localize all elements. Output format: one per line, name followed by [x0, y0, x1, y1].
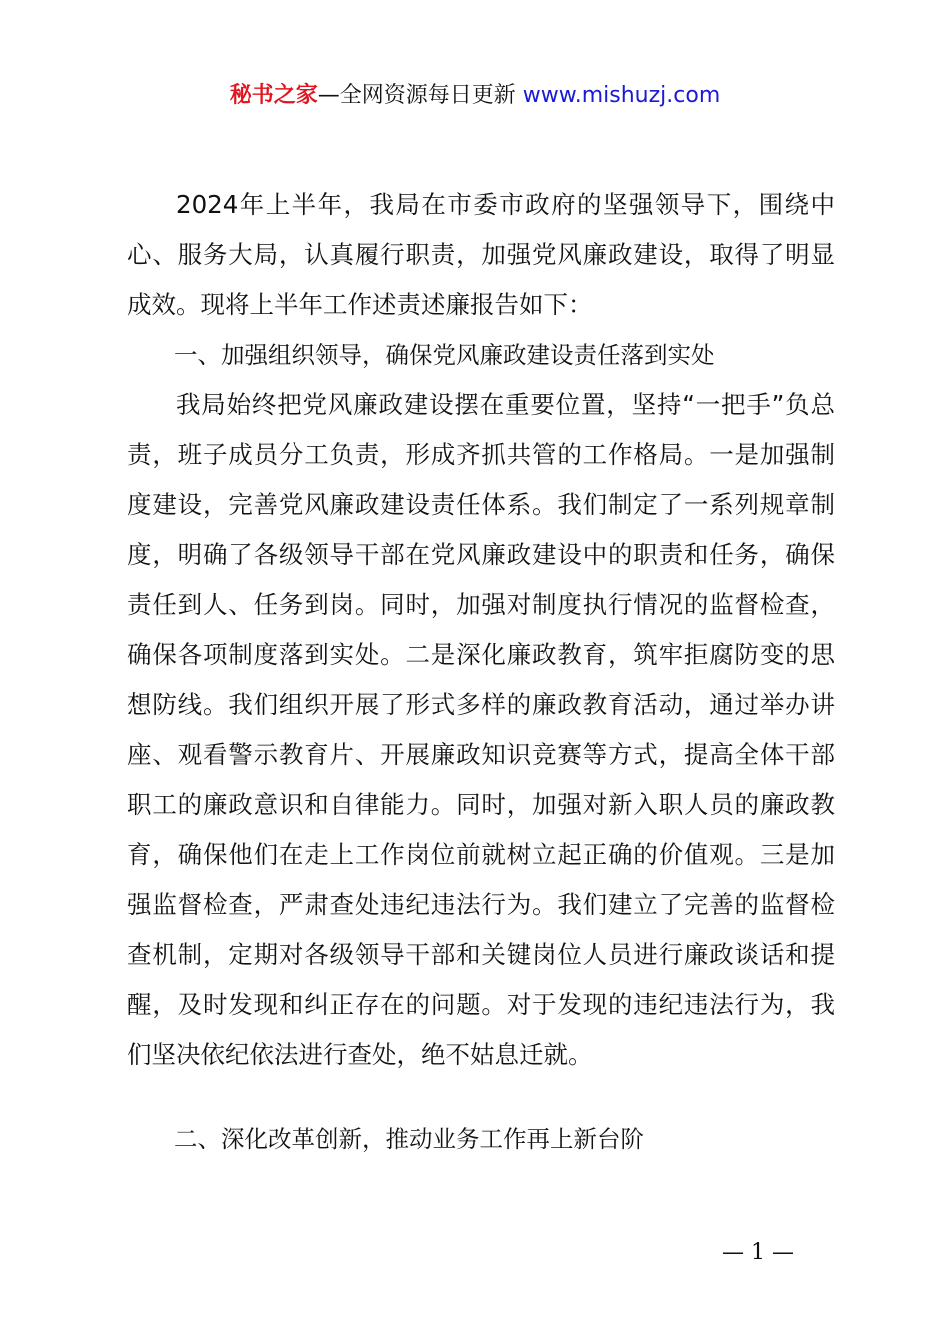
site-brand: 秘书之家: [229, 83, 318, 108]
site-tagline: —全网资源每日更新: [317, 83, 516, 108]
site-header: [0, 80, 950, 112]
site-url-link[interactable]: www.mishuzj.com: [522, 83, 721, 108]
section-1-paragraph: 我局始终把党风廉政建设摆在重要位置，坚持“一把手”负总责，班子成员分工负责，形成齐抓共管的工作格局。一是加强制度建设，完善党风廉政建设责任体系。我们制定了一系列规章制度，明确了各级领导干部在党风廉政建设中的职责和任务，确保责任到人、任务到岗。同时，加强对制度执行情况的监督检查，确保各项制度落到实处。二是深化廉政教育，筑牢拒腐防变的思想防线。我们组织开展了形式多样的廉政教育活动，通过举办讲座、观看警示教育片、开展廉政知识竞赛等方式，提高全体干部职工的廉政意识和自律能力。同时，加强对新入职人员的廉政教育，确保他们在走上工作岗位前就树立起正确的价值观。三是加强监督检查，严肃查处违纪违法行为。我们建立了完善的监督检查机制，定期对各级领导干部和关键岗位人员进行廉政谈话和提醒，及时发现和纠正存在的问题。对于发现的违纪违法行为，我们坚决依纪依法进行查处，绝不姑息迁就。: [127, 390, 835, 1069]
intro-paragraph: 2024年上半年，我局在市委市政府的坚强领导下，围绕中心、服务大局，认真履行职责，加强党风廉政建设，取得了明显成效。现将上半年工作述责述廉报告如下：: [127, 190, 835, 319]
document-body: [127, 180, 835, 1164]
page-number: — 1 —: [722, 1240, 794, 1265]
section-2-heading: 二、深化改革创新，推动业务工作再上新台阶: [174, 1125, 644, 1153]
section-1-heading: 一、加强组织领导，确保党风廉政建设责任落到实处: [174, 341, 715, 369]
